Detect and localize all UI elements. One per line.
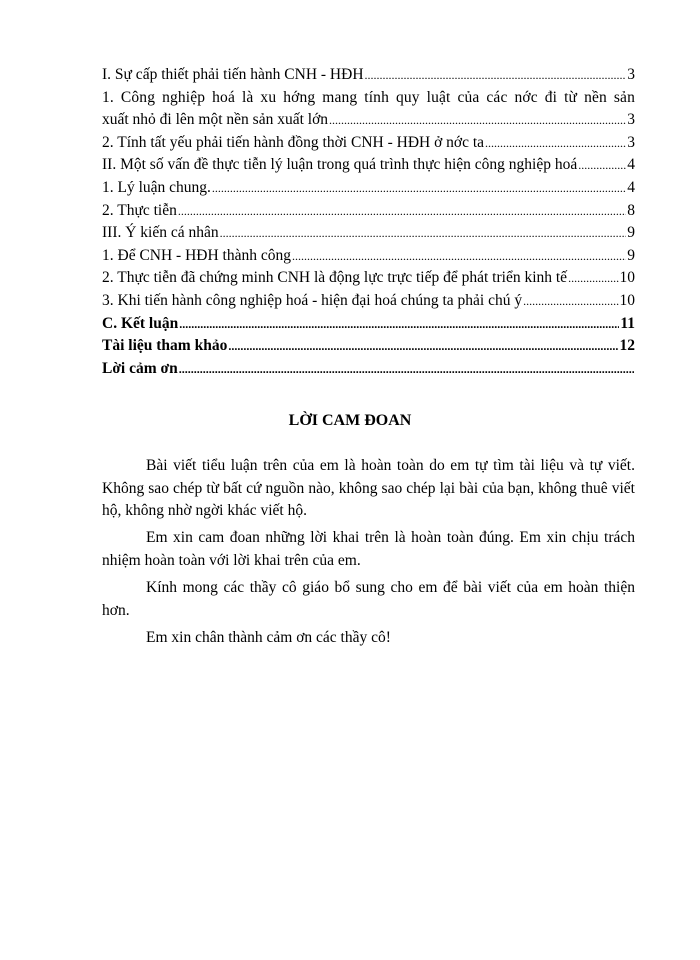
toc-entry-page: 4 bbox=[627, 178, 635, 196]
toc-dot-leader bbox=[179, 313, 619, 336]
toc-entry-text: 1. Lý luận chung. bbox=[102, 178, 211, 196]
paragraph: Bài viết tiểu luận trên của em là hoàn toàn do em tự tìm tài liệu và tự viết. Không sao chép từ bất cứ nguồn nào, không sao chép lại bài của bạn, không thuê viết hộ, không nhờ ngời khác viết hộ. bbox=[102, 457, 635, 520]
toc-entry-page: 12 bbox=[619, 337, 635, 355]
toc-entry-text-line1: 1. Công nghiệp hoá là xu hớng mang tính quy luật của các nớc đi từ nền sản bbox=[102, 88, 635, 106]
toc-dot-leader bbox=[578, 154, 626, 177]
toc-entry-page: 8 bbox=[627, 201, 635, 219]
section-title: LỜI CAM ĐOAN bbox=[288, 412, 412, 429]
toc-entry bbox=[102, 200, 635, 223]
toc-entry-page: 4 bbox=[627, 156, 635, 174]
section-body bbox=[102, 455, 635, 654]
toc-entry-text: 1. Để CNH - HĐH thành công bbox=[102, 246, 291, 264]
toc-dot-leader bbox=[220, 222, 627, 245]
toc-entry-text: 2. Thực tiễn đã chứng minh CNH là động lực trực tiếp để phát triển kinh tế bbox=[102, 269, 568, 287]
toc-entry bbox=[102, 245, 635, 268]
toc-entry bbox=[102, 154, 635, 177]
toc-dot-leader bbox=[568, 267, 618, 290]
paragraph: Kính mong các thầy cô giáo bổ sung cho em để bài viết của em hoàn thiện hơn. bbox=[102, 578, 635, 619]
toc-dot-leader bbox=[365, 64, 627, 87]
toc-entry bbox=[102, 290, 635, 313]
toc-entry-text: II. Một số vấn đề thực tiễn lý luận trong quá trình thực hiện công nghiệp hoá bbox=[102, 156, 578, 174]
toc-entry-text: 2. Tính tất yếu phải tiến hành đồng thời CNH - HĐH ở nớc ta bbox=[102, 133, 485, 151]
toc-entry-text: Tài liệu tham khảo bbox=[102, 337, 228, 355]
toc-entry-page: 10 bbox=[619, 291, 635, 309]
toc-dot-leader bbox=[179, 358, 634, 381]
toc-entry bbox=[102, 132, 635, 155]
toc-dot-leader bbox=[228, 335, 618, 358]
toc-dot-leader bbox=[523, 290, 618, 313]
toc-entry-text: 3. Khi tiến hành công nghiệp hoá - hiện đại hoá chúng ta phải chú ý bbox=[102, 291, 523, 309]
toc-entry-page: 10 bbox=[619, 269, 635, 287]
toc-entry bbox=[102, 177, 635, 200]
toc-entry-page: 3 bbox=[627, 111, 635, 129]
toc-dot-leader bbox=[329, 109, 626, 132]
toc-entry bbox=[102, 64, 635, 87]
paragraph: Em xin cam đoan những lời khai trên là hoàn toàn đúng. Em xin chịu trách nhiệm hoàn toàn với lời khai trên của em. bbox=[102, 529, 635, 569]
toc-entry bbox=[102, 335, 635, 358]
paragraph: Em xin chân thành cảm ơn các thầy cô! bbox=[146, 628, 391, 646]
toc-entry-page: 9 bbox=[627, 246, 635, 264]
toc-entry-text: I. Sự cấp thiết phải tiến hành CNH - HĐH bbox=[102, 66, 364, 83]
toc-entry-page: 11 bbox=[620, 314, 635, 332]
table-of-contents bbox=[102, 64, 635, 380]
toc-entry bbox=[102, 267, 635, 290]
toc-entry-page: 3 bbox=[627, 133, 635, 151]
toc-dot-leader bbox=[178, 200, 626, 223]
toc-entry bbox=[102, 358, 635, 381]
toc-entry-text: 2. Thực tiễn bbox=[102, 201, 177, 219]
toc-dot-leader bbox=[292, 245, 626, 268]
toc-dot-leader bbox=[212, 177, 626, 200]
toc-entry bbox=[102, 313, 635, 336]
toc-entry-text: Lời cảm ơn bbox=[102, 359, 178, 377]
toc-entry-page: 9 bbox=[627, 224, 635, 242]
toc-entry bbox=[102, 87, 635, 132]
toc-entry-line2 bbox=[102, 109, 635, 132]
toc-entry bbox=[102, 222, 635, 245]
toc-entry-text-line2: xuất nhỏ đi lên một nền sản xuất lớn bbox=[102, 111, 329, 129]
toc-entry-page: 3 bbox=[627, 66, 635, 83]
toc-dot-leader bbox=[485, 132, 626, 155]
toc-entry-text: C. Kết luận bbox=[102, 314, 179, 332]
toc-entry-text: III. Ý kiến cá nhân bbox=[102, 224, 219, 242]
